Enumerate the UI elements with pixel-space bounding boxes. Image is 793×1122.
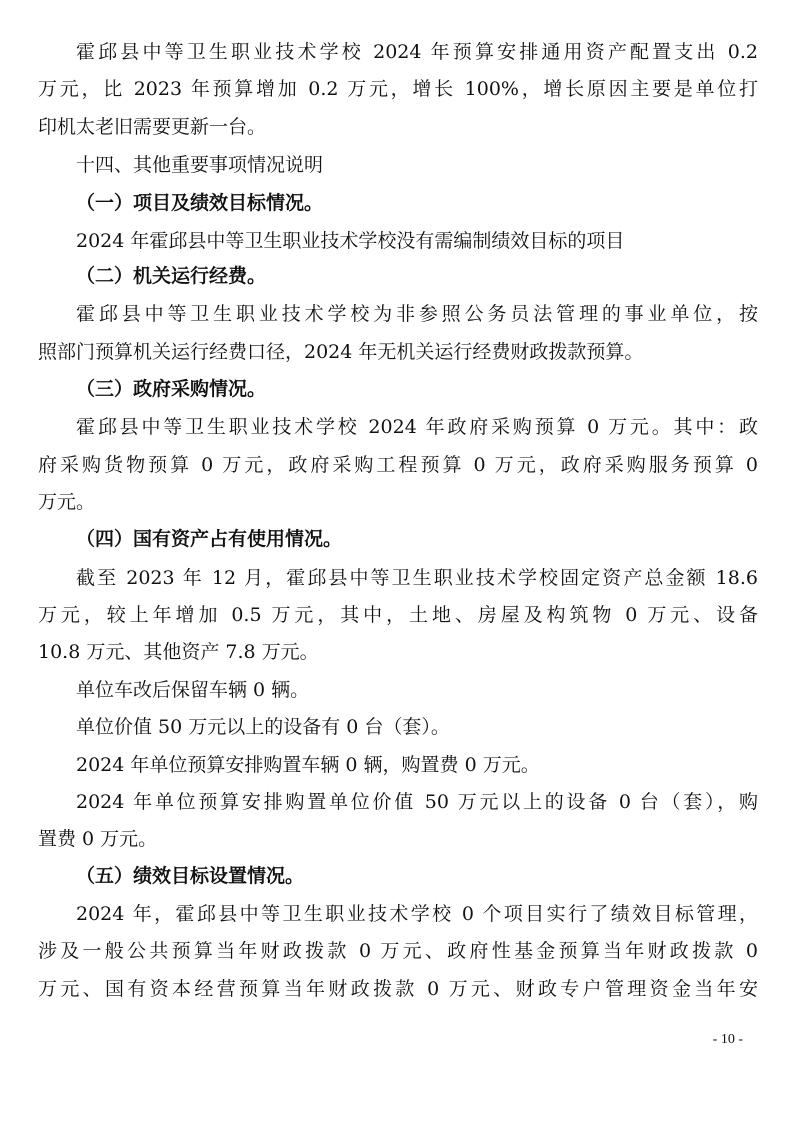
paragraph-line: 置费 0 万元。 bbox=[38, 828, 158, 850]
paragraph-line: 2024 年，霍邱县中等卫生职业技术学校 0 个项目实行了绩效目标管理， bbox=[76, 903, 758, 925]
paragraph-line: 10.8 万元、其他资产 7.8 万元。 bbox=[38, 641, 319, 663]
paragraph-line: 万元，较上年增加 0.5 万元，其中，土地、房屋及构筑物 0 万元、设备 bbox=[38, 604, 758, 626]
paragraph-line: 霍邱县中等卫生职业技术学校 2024 年预算安排通用资产配置支出 0.2 bbox=[76, 41, 758, 63]
paragraph-line: 万元。 bbox=[38, 491, 96, 513]
subsection-heading: （四）国有资产占有使用情况。 bbox=[76, 528, 343, 550]
paragraph-line: 霍邱县中等卫生职业技术学校为非参照公务员法管理的事业单位，按 bbox=[76, 303, 758, 325]
subsection-heading: （二）机关运行经费。 bbox=[76, 265, 267, 287]
paragraph-line: 2024 年单位预算安排购置车辆 0 辆，购置费 0 万元。 bbox=[76, 754, 540, 776]
section-heading: 十四、其他重要事项情况说明 bbox=[76, 154, 324, 176]
paragraph-line: 霍邱县中等卫生职业技术学校 2024 年政府采购预算 0 万元。其中：政 bbox=[76, 416, 758, 438]
paragraph-line: 万元，比 2023 年预算增加 0.2 万元，增长 100%，增长原因主要是单位打 bbox=[38, 78, 758, 100]
subsection-heading: （一）项目及绩效目标情况。 bbox=[76, 192, 324, 214]
paragraph-line: 府采购货物预算 0 万元，政府采购工程预算 0 万元，政府采购服务预算 0 bbox=[38, 454, 758, 476]
paragraph-line: 2024 年霍邱县中等卫生职业技术学校没有需编制绩效目标的项目 bbox=[76, 230, 625, 252]
subsection-heading: （五）绩效目标设置情况。 bbox=[76, 865, 305, 887]
subsection-heading: （三）政府采购情况。 bbox=[76, 378, 267, 400]
paragraph-line: 万元、国有资本经营预算当年财政拨款 0 万元、财政专户管理资金当年安 bbox=[38, 978, 758, 1000]
paragraph-line: 2024 年单位预算安排购置单位价值 50 万元以上的设备 0 台（套），购 bbox=[76, 791, 758, 813]
paragraph-line: 涉及一般公共预算当年财政拨款 0 万元、政府性基金预算当年财政拨款 0 bbox=[38, 940, 758, 962]
page-number: - 10 - bbox=[712, 1032, 743, 1047]
paragraph-line: 单位车改后保留车辆 0 辆。 bbox=[76, 679, 310, 701]
paragraph-line: 单位价值 50 万元以上的设备有 0 台（套）。 bbox=[76, 716, 450, 738]
paragraph-line: 截至 2023 年 12 月，霍邱县中等卫生职业技术学校固定资产总金额 18.6 bbox=[76, 567, 758, 589]
paragraph-line: 照部门预算机关运行经费口径，2024 年无机关运行经费财政拨款预算。 bbox=[38, 341, 644, 363]
paragraph-line: 印机太老旧需要更新一台。 bbox=[38, 116, 267, 138]
